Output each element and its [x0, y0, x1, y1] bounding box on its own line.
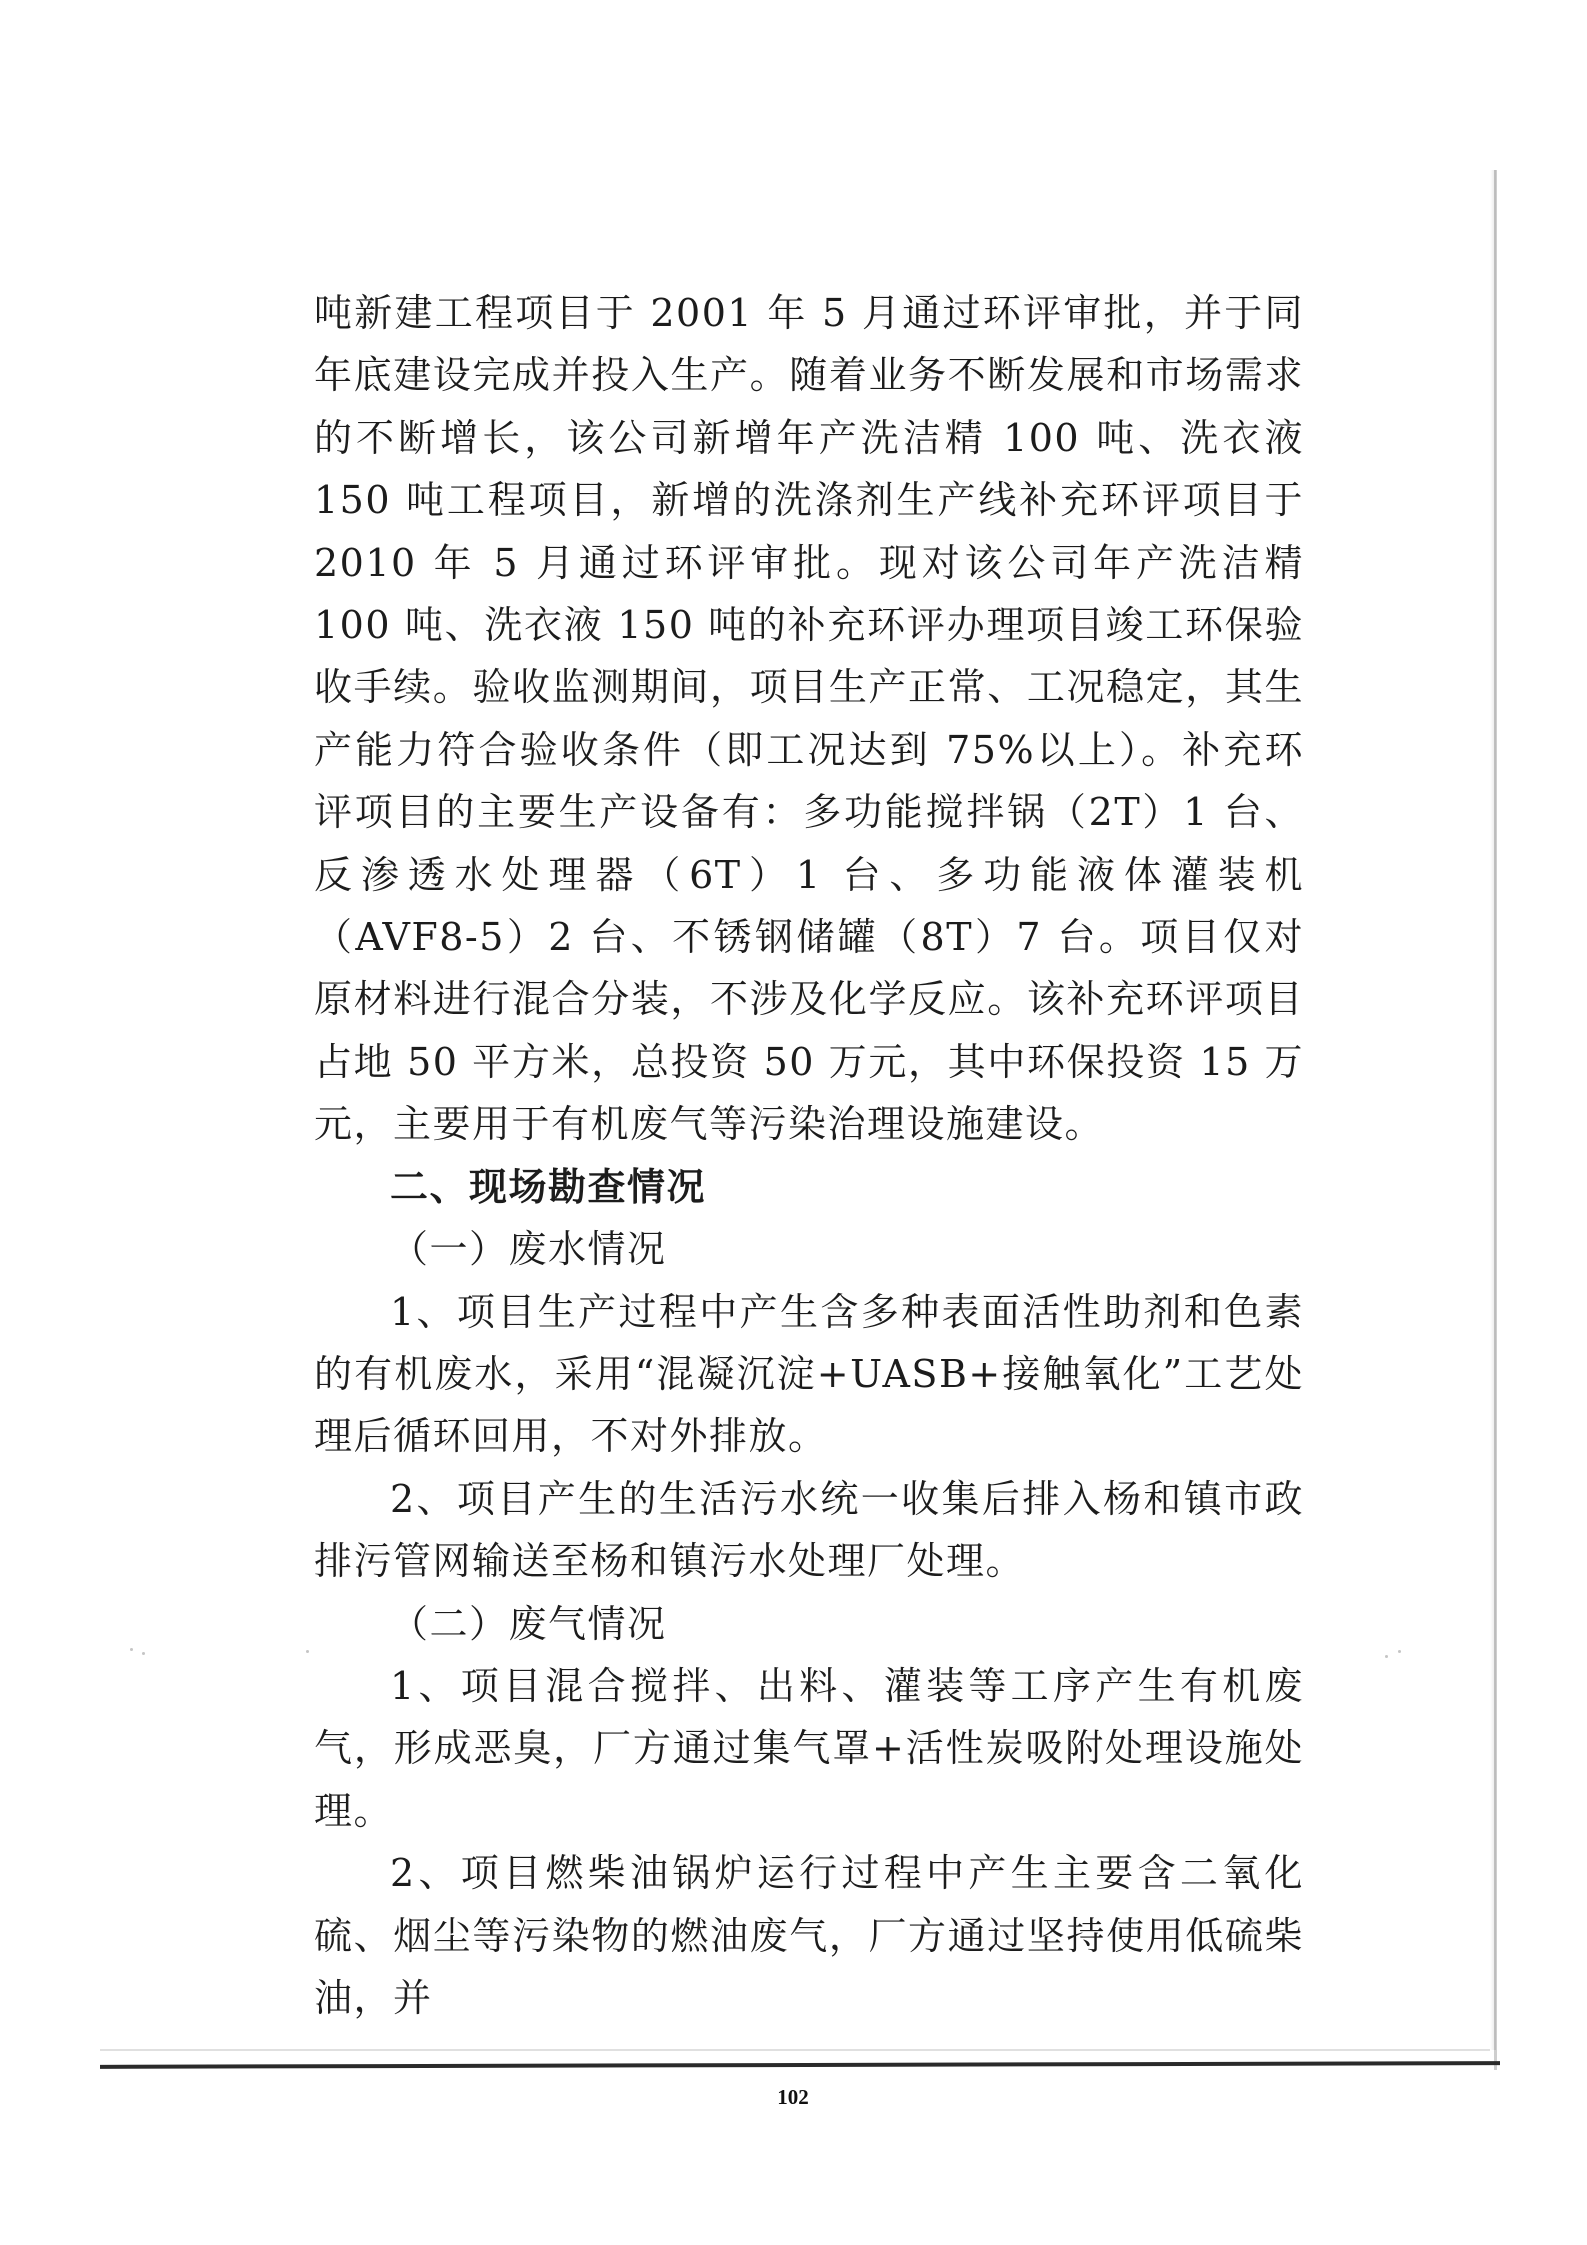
scan-speck — [142, 1652, 145, 1655]
paragraph: 1、项目混合搅拌、出料、灌装等工序产生有机废气，形成恶臭，厂方通过集气罩+活性炭吸附处理设施处理。 — [314, 1663, 1304, 1833]
scan-speck — [130, 1648, 133, 1651]
subsection-heading-wastewater: （一）废水情况 — [390, 1227, 667, 1272]
scan-speck — [1385, 1655, 1388, 1658]
page-number: 102 — [777, 2085, 809, 2109]
scan-speck — [306, 1650, 309, 1653]
footer-rule — [100, 2061, 1500, 2069]
body-text — [314, 282, 1304, 2029]
subsection-heading-exhaust: （二）废气情况 — [390, 1601, 667, 1646]
scan-edge-bottom — [100, 2049, 1490, 2051]
paragraph-continuation: 吨新建工程项目于 2001 年 5 月通过环评审批，并于同年底建设完成并投入生产。随着业务不断发展和市场需求的不断增长，该公司新增年产洗洁精 100 吨、洗衣液 150 吨工程项目，新增的洗涤剂生产线补充环评项目于 2010 年 5 月通过环评审批。现对该公司年产洗洁精 100 吨、洗衣液 150 吨的补充环评办理项目竣工环保验收手续。验收监测期间，项目生产正常、工况稳定，其生产能力符合验收条件（即工况达到 75%以上）。补充环评项目的主要生产设备有：多功能搅拌锅（2T）1 台、反渗透水处理器（6T）1 台、多功能液体灌装机（AVF8-5）2 台、不锈钢储罐（8T）7 台。项目仅对原材料进行混合分装，不涉及化学反应。该补充环评项目占地 50 平方米，总投资 50 万元，其中环保投资 15 万元，主要用于有机废气等污染治理设施建设。 — [314, 291, 1304, 1147]
section-heading: 二、现场勘查情况 — [390, 1164, 707, 1209]
paragraph: 2、项目产生的生活污水统一收集后排入杨和镇市政排污管网输送至杨和镇污水处理厂处理。 — [314, 1476, 1304, 1584]
scan-edge-line — [1494, 170, 1497, 2070]
paragraph: 2、项目燃柴油锅炉运行过程中产生主要含二氧化硫、烟尘等污染物的燃油废气，厂方通过坚持使用低硫柴油，并 — [314, 1851, 1304, 2020]
scan-speck — [1398, 1650, 1401, 1653]
paragraph: 1、项目生产过程中产生含多种表面活性助剂和色素的有机废水，采用“混凝沉淀+UASB+接触氧化”工艺处理后循环回用，不对外排放。 — [314, 1289, 1304, 1459]
